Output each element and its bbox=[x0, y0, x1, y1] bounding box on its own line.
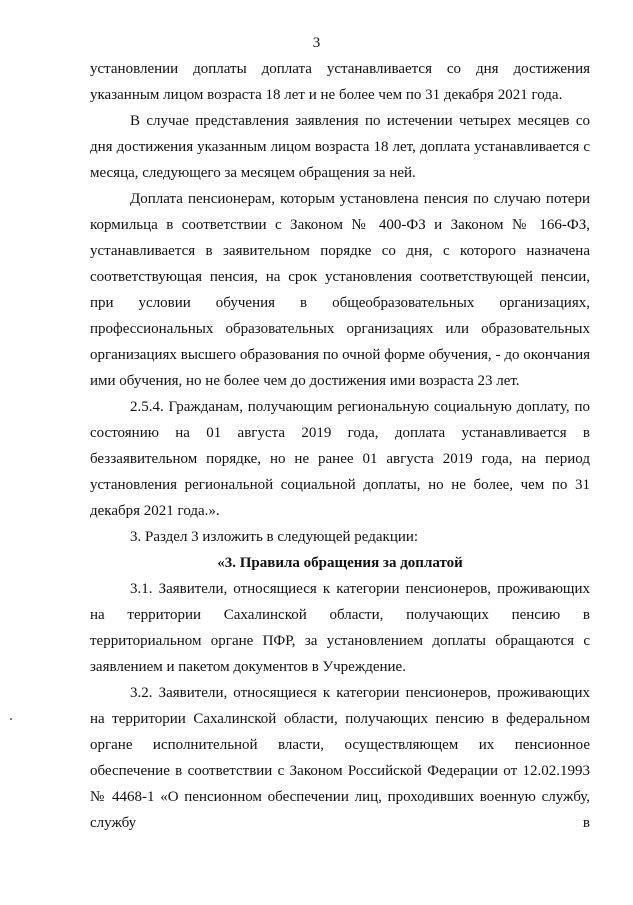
paragraph-3-2: 3.2. Заявители, относящиеся к категории пенсионеров, проживающих на территории Сахалинской области, получающих пенсию в федеральном органе исполнительной власти, осуществляющем их пенсионное обеспечение в соответствии с Законом Российской Федерации от 12.02.1993 № 4468-1 «О пенсионном обеспечении лиц, проходивших военную службу, службу в bbox=[90, 685, 590, 831]
section-heading: «3. Правила обращения за доплатой bbox=[217, 555, 463, 571]
paragraph-3-1: 3.1. Заявители, относящиеся к категории пенсионеров, проживающих на территории Сахалинской области, получающих пенсию в территориальном органе ПФР, за установлением доплаты обращаются с заявлением и пакетом документов в Учреждение. bbox=[90, 581, 590, 675]
paragraph-survivor-pension: Доплата пенсионерам, которым установлена пенсия по случаю потери кормильца в соответствии с Законом № 400-ФЗ и Законом № 166-ФЗ, устанавливается в заявительном порядке со дня, с которого назначена соответствующая пенсия, на срок установления соответствующей пенсии, при условии обучения в общеобразовательных организациях, профессиональных образовательных организациях или образовательных организациях высшего образования по очной форме обучения, - до окончания ими обучения, но не более чем до достижения ими возраста 23 лет. bbox=[90, 191, 590, 389]
scan-speck bbox=[10, 718, 12, 720]
paragraph-section-3-intro: 3. Раздел 3 изложить в следующей редакции: bbox=[130, 529, 419, 545]
page-number: 3 bbox=[312, 35, 321, 51]
paragraph-2-5-4: 2.5.4. Гражданам, получающим региональную социальную доплату, по состоянию на 01 августа 2019 года, доплата устанавливается в беззаявительном порядке, но не ранее 01 августа 2019 года, на период установления региональной социальной доплаты, но не более, чем по 31 декабря 2021 года.». bbox=[90, 399, 590, 519]
document-body bbox=[90, 56, 590, 836]
paragraph-continuation: установлении доплаты доплата устанавливается со дня достижения указанным лицом возраста 18 лет и не более чем по 31 декабря 2021 года. bbox=[90, 61, 590, 103]
paragraph-late-application: В случае представления заявления по истечении четырех месяцев со дня достижения указанным лицом возраста 18 лет, доплата устанавливается с месяца, следующего за месяцем обращения за ней. bbox=[90, 113, 590, 181]
